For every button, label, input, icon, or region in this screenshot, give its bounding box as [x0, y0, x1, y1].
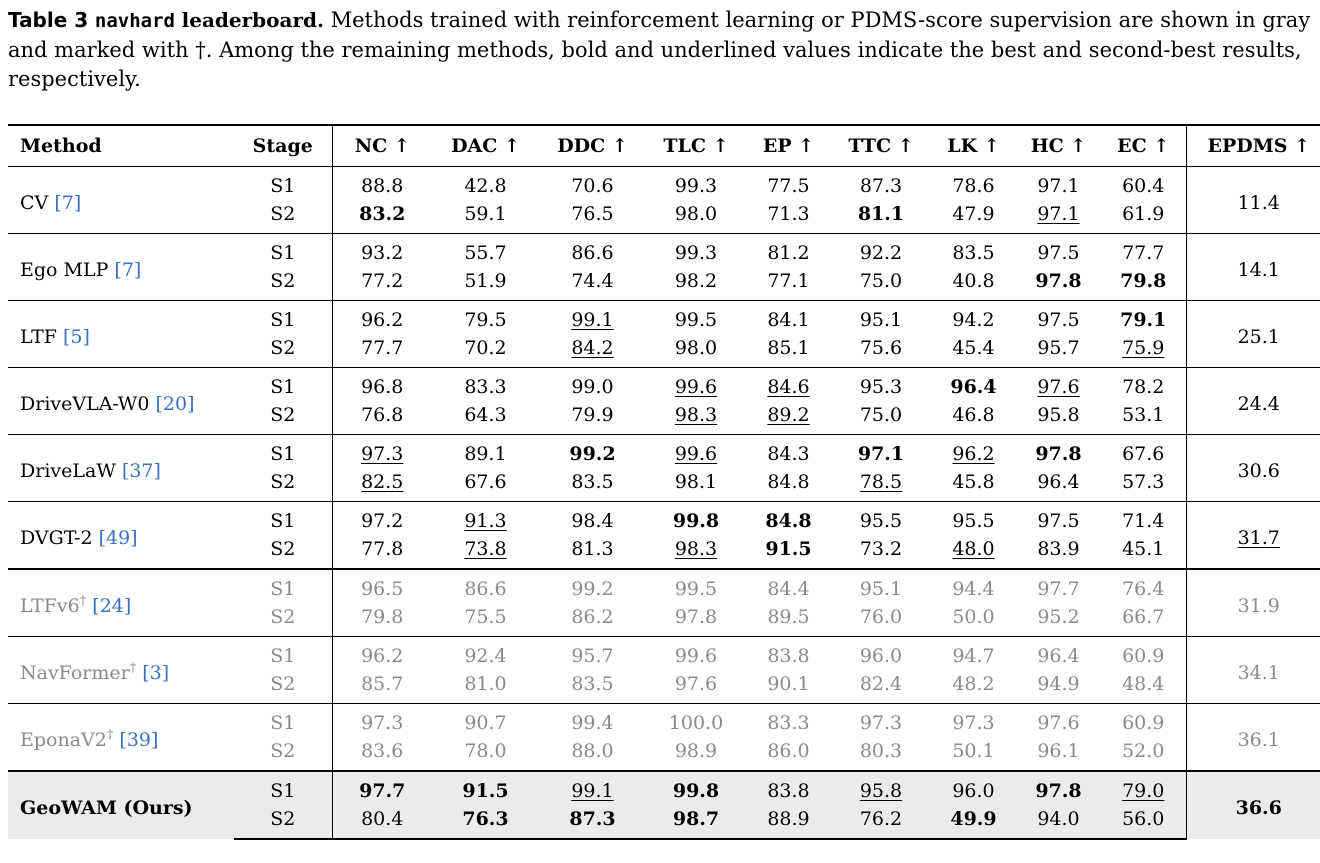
- caption-dataset: navhard: [94, 10, 175, 32]
- ec-cell: 75.9: [1101, 334, 1186, 368]
- lk-cell: 97.3: [931, 704, 1016, 738]
- stage-cell: S2: [234, 334, 332, 368]
- ep-cell: 71.3: [767, 203, 810, 225]
- ttc-cell: 95.5: [831, 502, 931, 536]
- ec-cell: 48.4: [1101, 670, 1186, 704]
- epdms-cell: 34.1: [1186, 637, 1320, 704]
- tlc-cell: 97.8: [674, 606, 718, 628]
- ep-cell: 91.5: [765, 538, 812, 560]
- hc-cell: 97.6: [1016, 368, 1101, 402]
- method-cell: [8, 771, 234, 839]
- lk-cell: 46.8: [952, 404, 995, 426]
- header-epdms: EPDMS ↑: [1186, 125, 1320, 167]
- ddc-cell: 81.3: [571, 538, 614, 560]
- header-method: Method: [8, 125, 234, 167]
- ec-cell: 53.1: [1101, 401, 1186, 435]
- tlc-cell: 99.6: [646, 637, 746, 671]
- tlc-cell: 98.7: [646, 805, 746, 839]
- ttc-cell: 97.3: [831, 704, 931, 738]
- table-row: [8, 234, 1320, 268]
- ddc-cell: 76.5: [571, 203, 614, 225]
- caption-title: leaderboard.: [181, 8, 324, 32]
- ddc-cell: 70.6: [571, 175, 614, 197]
- stage-cell: S1: [234, 234, 332, 268]
- epdms-cell: 31.9: [1186, 569, 1320, 637]
- nc-cell: 77.7: [361, 337, 404, 359]
- ec-cell: 66.7: [1101, 603, 1186, 637]
- dac-cell: 67.6: [464, 471, 507, 493]
- lk-cell: 95.5: [931, 502, 1016, 536]
- dac-cell: 86.6: [432, 569, 539, 603]
- dac-cell: 78.0: [464, 740, 507, 762]
- stage-cell: S1: [234, 704, 332, 738]
- epdms-cell: 24.4: [1186, 368, 1320, 435]
- epdms-cell: 36.6: [1186, 771, 1320, 839]
- dac-cell: 42.8: [464, 175, 507, 197]
- method-cell: [8, 368, 234, 435]
- tlc-cell: 99.3: [674, 175, 718, 197]
- ep-cell: 90.1: [767, 673, 810, 695]
- dac-cell: 79.5: [432, 301, 539, 335]
- hc-cell: 97.8: [1016, 771, 1101, 805]
- stage-cell: S1: [234, 771, 332, 805]
- ttc-cell: 95.3: [831, 368, 931, 402]
- lk-cell: 96.2: [931, 435, 1016, 469]
- method-name: GeoWAM (Ours): [20, 797, 193, 819]
- ttc-cell: 82.4: [859, 673, 903, 695]
- header-ec: EC ↑: [1101, 125, 1186, 167]
- method-cell: [8, 569, 234, 637]
- nc-cell: 82.5: [361, 471, 404, 493]
- ddc-cell: 84.2: [571, 337, 614, 359]
- table-row: [8, 502, 1320, 536]
- lk-cell: 40.8: [952, 270, 995, 292]
- stage-cell: S1: [234, 502, 332, 536]
- lk-cell: 96.4: [931, 368, 1016, 402]
- tlc-cell: 98.2: [674, 270, 718, 292]
- hc-cell: 96.1: [1037, 740, 1080, 762]
- ec-cell: 52.0: [1101, 737, 1186, 771]
- ep-cell: 84.4: [746, 569, 831, 603]
- ddc-cell: 88.0: [571, 740, 614, 762]
- nc-cell: 77.8: [361, 538, 404, 560]
- lk-cell: 48.0: [952, 538, 995, 560]
- ec-cell: 45.1: [1101, 535, 1186, 569]
- method-name: CV: [20, 191, 49, 214]
- ddc-cell: 99.1: [539, 301, 646, 335]
- lk-cell: 78.6: [952, 175, 995, 197]
- ec-cell: 60.4: [1101, 167, 1186, 201]
- epdms-cell: 11.4: [1237, 191, 1280, 214]
- ec-cell: 57.3: [1101, 468, 1186, 502]
- ttc-cell: 81.1: [857, 203, 905, 225]
- tlc-cell: 99.5: [646, 569, 746, 603]
- dac-cell: 70.2: [464, 337, 507, 359]
- epdms-cell: 36.1: [1186, 704, 1320, 772]
- hc-cell: 97.6: [1016, 704, 1101, 738]
- header-dac: DAC ↑: [432, 125, 539, 167]
- ttc-cell: 96.0: [831, 637, 931, 671]
- citation-link[interactable]: [37]: [121, 459, 161, 482]
- citation-link[interactable]: [20]: [155, 392, 195, 415]
- ec-cell: 71.4: [1101, 502, 1186, 536]
- tlc-cell: 98.3: [674, 538, 718, 560]
- epdms-cell: 14.1: [1186, 234, 1320, 301]
- epdms-cell: 31.7: [1186, 502, 1320, 570]
- ec-cell: 76.4: [1101, 569, 1186, 603]
- hc-cell: 83.9: [1037, 538, 1080, 560]
- hc-cell: 94.0: [1016, 805, 1101, 839]
- ddc-cell: 86.6: [539, 234, 646, 268]
- ttc-cell: 75.0: [859, 270, 903, 292]
- dac-cell: 89.1: [432, 435, 539, 469]
- hc-cell: 97.5: [1016, 234, 1101, 268]
- table-row: [8, 704, 1320, 738]
- stage-cell: S1: [234, 301, 332, 335]
- tlc-cell: 100.0: [646, 704, 746, 738]
- dac-cell: 91.3: [432, 502, 539, 536]
- ttc-cell: 95.1: [831, 301, 931, 335]
- lk-cell: 48.2: [952, 673, 995, 695]
- ddc-cell: 74.4: [571, 270, 614, 292]
- ddc-cell: 87.3: [539, 805, 646, 839]
- ddc-cell: 95.7: [539, 637, 646, 671]
- hc-cell: 96.4: [1037, 471, 1080, 493]
- nc-cell: 96.8: [332, 368, 432, 402]
- method-cell: [8, 637, 234, 704]
- hc-cell: 96.4: [1016, 637, 1101, 671]
- nc-cell: 88.8: [361, 175, 404, 197]
- nc-cell: 77.2: [361, 270, 404, 292]
- stage-cell: S1: [234, 167, 332, 201]
- citation-link[interactable]: [39]: [119, 728, 159, 751]
- caption-text: Methods trained with reinforcement learning or PDMS-score supervision are shown in gray and marked with †. Among the remaining methods, bold and underlined values indicate the best and second-best results, respectively.: [8, 8, 1311, 91]
- tlc-cell: 98.0: [674, 337, 718, 359]
- method-cell: [8, 301, 234, 368]
- ep-cell: 84.8: [767, 471, 810, 493]
- ep-cell: 77.5: [767, 175, 810, 197]
- table-row: [8, 167, 1320, 201]
- dac-cell: 91.5: [432, 771, 539, 805]
- hc-cell: 97.1: [1037, 203, 1080, 225]
- stage-cell: S2: [234, 267, 332, 301]
- tlc-cell: 99.3: [646, 234, 746, 268]
- method-cell: [8, 502, 234, 570]
- header-hc: HC ↑: [1016, 125, 1101, 167]
- ep-cell: 89.5: [767, 606, 810, 628]
- nc-cell: 93.2: [332, 234, 432, 268]
- ep-cell: 83.3: [746, 704, 831, 738]
- stage-cell: S2: [234, 670, 332, 704]
- ttc-cell: 80.3: [859, 740, 903, 762]
- dac-cell: 73.8: [464, 538, 507, 560]
- ep-cell: 83.8: [746, 637, 831, 671]
- ep-cell: 84.8: [746, 502, 831, 536]
- table-body: [8, 167, 1320, 840]
- dac-cell: 75.5: [464, 606, 507, 628]
- ec-cell: 60.9: [1101, 637, 1186, 671]
- nc-cell: 96.2: [332, 637, 432, 671]
- tlc-cell: 99.8: [646, 502, 746, 536]
- method-name: EponaV2: [20, 728, 107, 751]
- stage-cell: S2: [234, 401, 332, 435]
- leaderboard-table: [8, 124, 1320, 840]
- hc-cell: 97.5: [1016, 301, 1101, 335]
- ec-cell: 79.0: [1101, 771, 1186, 805]
- lk-cell: 94.4: [931, 569, 1016, 603]
- dac-cell: 55.7: [432, 234, 539, 268]
- method-cell: [8, 704, 234, 772]
- stage-cell: S2: [234, 200, 332, 234]
- tlc-cell: 99.6: [646, 435, 746, 469]
- lk-cell: 45.8: [952, 471, 995, 493]
- method-name: DriveVLA-W0: [20, 392, 150, 415]
- hc-cell: 97.8: [1035, 270, 1082, 292]
- dagger-mark: †: [79, 593, 87, 609]
- header-ttc: TTC ↑: [831, 125, 931, 167]
- lk-cell: 96.0: [931, 771, 1016, 805]
- hc-cell: 95.8: [1037, 404, 1080, 426]
- hc-cell: 97.1: [1037, 175, 1080, 197]
- ttc-cell: 95.1: [831, 569, 931, 603]
- nc-cell: 96.5: [332, 569, 432, 603]
- lk-cell: 49.9: [931, 805, 1016, 839]
- hc-cell: 95.2: [1037, 606, 1080, 628]
- stage-cell: S1: [234, 637, 332, 671]
- lk-cell: 50.1: [952, 740, 995, 762]
- table-row: [8, 435, 1320, 469]
- citation-link[interactable]: [49]: [98, 526, 138, 549]
- citation-link[interactable]: [7]: [54, 191, 82, 214]
- dac-cell: 83.3: [432, 368, 539, 402]
- lk-cell: 45.4: [952, 337, 995, 359]
- ddc-cell: 79.9: [571, 404, 614, 426]
- ttc-cell: 73.2: [859, 538, 903, 560]
- header-nc: NC ↑: [332, 125, 432, 167]
- stage-cell: S2: [234, 805, 332, 839]
- ep-cell: 85.1: [767, 337, 810, 359]
- ttc-cell: 76.0: [859, 606, 903, 628]
- citation-link[interactable]: [5]: [62, 325, 90, 348]
- ep-cell: 86.0: [767, 740, 810, 762]
- header-tlc: TLC ↑: [646, 125, 746, 167]
- ttc-cell: 92.2: [831, 234, 931, 268]
- table-row: [8, 368, 1320, 402]
- method-name: DriveLaW: [20, 459, 116, 482]
- tlc-cell: 98.3: [674, 404, 718, 426]
- ep-cell: 88.9: [746, 805, 831, 839]
- ttc-cell: 95.8: [831, 771, 931, 805]
- hc-cell: 94.9: [1037, 673, 1080, 695]
- tlc-cell: 99.8: [646, 771, 746, 805]
- ddc-cell: 99.4: [539, 704, 646, 738]
- lk-cell: 94.7: [931, 637, 1016, 671]
- ep-cell: 84.6: [746, 368, 831, 402]
- ddc-cell: 86.2: [571, 606, 614, 628]
- header-ep: EP ↑: [746, 125, 831, 167]
- ttc-cell: 87.3: [859, 175, 903, 197]
- ddc-cell: 99.2: [539, 569, 646, 603]
- dac-cell: 59.1: [464, 203, 507, 225]
- nc-cell: 97.3: [332, 704, 432, 738]
- dagger-mark: †: [106, 727, 114, 743]
- stage-cell: S2: [234, 535, 332, 569]
- ep-cell: 89.2: [767, 404, 810, 426]
- ec-cell: 67.6: [1101, 435, 1186, 469]
- citation-link[interactable]: [3]: [142, 661, 170, 684]
- nc-cell: 79.8: [361, 606, 404, 628]
- nc-cell: 97.2: [332, 502, 432, 536]
- stage-cell: S2: [234, 468, 332, 502]
- header-lk: LK ↑: [931, 125, 1016, 167]
- method-name: NavFormer: [20, 661, 130, 684]
- header-stage: Stage: [234, 125, 332, 167]
- stage-cell: S1: [234, 435, 332, 469]
- dac-cell: 90.7: [432, 704, 539, 738]
- ec-cell: 77.7: [1101, 234, 1186, 268]
- tlc-cell: 99.5: [646, 301, 746, 335]
- lk-cell: 50.0: [952, 606, 995, 628]
- hc-cell: 97.5: [1016, 502, 1101, 536]
- nc-cell: 97.7: [332, 771, 432, 805]
- tlc-cell: 97.6: [674, 673, 718, 695]
- ddc-cell: 99.2: [539, 435, 646, 469]
- header-ddc: DDC ↑: [539, 125, 646, 167]
- ddc-cell: 83.5: [571, 673, 614, 695]
- epdms-cell: 25.1: [1186, 301, 1320, 368]
- dac-cell: 81.0: [464, 673, 507, 695]
- ddc-cell: 98.4: [539, 502, 646, 536]
- ep-cell: 81.2: [746, 234, 831, 268]
- nc-cell: 76.8: [361, 404, 404, 426]
- ep-cell: 84.3: [746, 435, 831, 469]
- tlc-cell: 98.1: [674, 471, 718, 493]
- ec-cell: 56.0: [1101, 805, 1186, 839]
- ec-cell: 78.2: [1101, 368, 1186, 402]
- lk-cell: 47.9: [952, 203, 995, 225]
- nc-cell: 80.4: [332, 805, 432, 839]
- citation-link[interactable]: [7]: [114, 258, 142, 281]
- ttc-cell: 76.2: [831, 805, 931, 839]
- lk-cell: 94.2: [931, 301, 1016, 335]
- epdms-cell: 30.6: [1186, 435, 1320, 502]
- ep-cell: 77.1: [767, 270, 810, 292]
- ep-cell: 83.8: [746, 771, 831, 805]
- dac-cell: 51.9: [464, 270, 507, 292]
- tlc-cell: 98.0: [674, 203, 718, 225]
- table-row: [8, 569, 1320, 603]
- hc-cell: 97.7: [1016, 569, 1101, 603]
- stage-cell: S2: [234, 737, 332, 771]
- ec-cell: 79.8: [1101, 267, 1186, 301]
- ec-cell: 79.1: [1101, 301, 1186, 335]
- dagger-mark: †: [129, 660, 137, 676]
- nc-cell: 83.2: [359, 203, 406, 225]
- stage-cell: S1: [234, 368, 332, 402]
- table-row: [8, 301, 1320, 335]
- method-cell: [8, 435, 234, 502]
- dac-cell: 92.4: [432, 637, 539, 671]
- method-name: Ego MLP: [20, 258, 109, 281]
- dac-cell: 76.3: [432, 805, 539, 839]
- citation-link[interactable]: [24]: [92, 594, 132, 617]
- method-cell: [8, 234, 234, 301]
- ttc-cell: 78.5: [859, 471, 903, 493]
- ttc-cell: 75.0: [859, 404, 903, 426]
- nc-cell: 83.6: [361, 740, 404, 762]
- ttc-cell: 75.6: [859, 337, 903, 359]
- method-name: DVGT-2: [20, 526, 93, 549]
- ddc-cell: 99.0: [539, 368, 646, 402]
- ttc-cell: 97.1: [831, 435, 931, 469]
- dac-cell: 64.3: [464, 404, 507, 426]
- caption-label: Table 3: [8, 8, 89, 32]
- lk-cell: 83.5: [931, 234, 1016, 268]
- method-cell: [8, 167, 234, 234]
- table-row: [8, 637, 1320, 671]
- ec-cell: 60.9: [1101, 704, 1186, 738]
- table-row: [8, 771, 1320, 805]
- ddc-cell: 99.1: [539, 771, 646, 805]
- ddc-cell: 83.5: [571, 471, 614, 493]
- nc-cell: 85.7: [361, 673, 404, 695]
- stage-cell: S1: [234, 569, 332, 603]
- method-name: LTFv6: [20, 594, 80, 617]
- hc-cell: 95.7: [1037, 337, 1080, 359]
- tlc-cell: 98.9: [674, 740, 718, 762]
- ep-cell: 84.1: [746, 301, 831, 335]
- header-row: [8, 125, 1320, 167]
- nc-cell: 96.2: [332, 301, 432, 335]
- tlc-cell: 99.6: [646, 368, 746, 402]
- table-caption: [8, 6, 1312, 94]
- hc-cell: 97.8: [1016, 435, 1101, 469]
- ec-cell: 61.9: [1101, 200, 1186, 234]
- method-name: LTF: [20, 325, 57, 348]
- nc-cell: 97.3: [332, 435, 432, 469]
- stage-cell: S2: [234, 603, 332, 637]
